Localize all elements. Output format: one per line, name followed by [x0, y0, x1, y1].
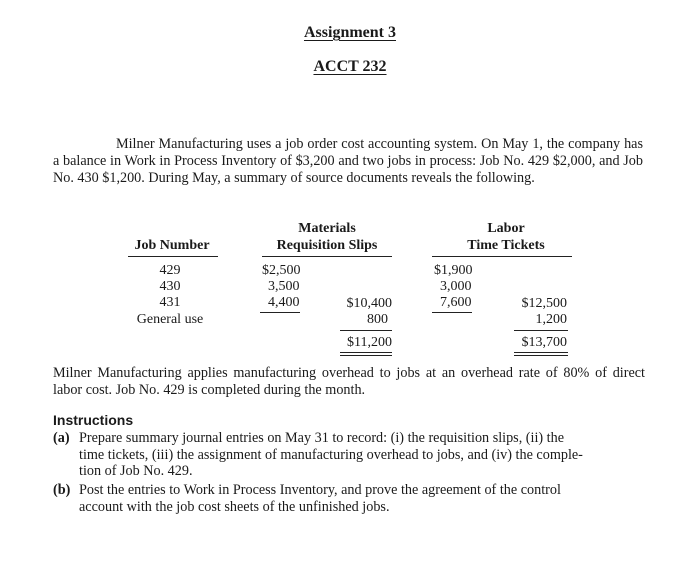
job-number-header: Job Number [134, 238, 210, 253]
materials-cell: $2,500 [262, 263, 301, 278]
requisition-slips-header: Requisition Slips [276, 238, 378, 253]
labor-cell: 7,600 [440, 295, 472, 310]
materials-header-rule [262, 256, 392, 257]
materials-total-cell: $10,400 [346, 296, 392, 311]
time-tickets-header: Time Tickets [467, 238, 545, 253]
course-code: ACCT 232 [313, 58, 387, 75]
job-header-rule [128, 256, 218, 257]
labor-cell: $1,900 [434, 263, 473, 278]
job-cell: General use [136, 312, 204, 327]
materials-subtotal-rule [260, 312, 300, 313]
job-cell: 430 [159, 279, 181, 294]
labor-total-cell: 1,200 [535, 312, 567, 327]
instruction-a [53, 430, 643, 480]
intro-paragraph: Milner Manufacturing uses a job order cost accounting system. On May 1, the company has a balance in Work in Process Inventory of $3,200 and two jobs in process: Job No. 429 $2,000, and Job No. 430 $1,200. During May, a summary of source documents reveals the following. [53, 136, 643, 187]
materials-cell: 3,500 [268, 279, 300, 294]
labor-total-rule [514, 330, 568, 331]
materials-total-rule [340, 330, 392, 331]
instruction-a-line: Prepare summary journal entries on May 31 to record: (i) the requisition slips, (ii) the [79, 430, 565, 446]
instructions-heading: Instructions [53, 412, 134, 428]
labor-header: Labor [487, 221, 525, 236]
materials-header: Materials [298, 221, 356, 236]
assignment-title: Assignment 3 [303, 24, 396, 41]
labor-subtotal-rule [432, 312, 472, 313]
labor-cell: 3,000 [440, 279, 472, 294]
instruction-a-line: time tickets, (iii) the assignment of manufacturing overhead to jobs, and (iv) the comple- [79, 446, 583, 463]
instruction-b-label: (b) [53, 482, 71, 498]
job-cell: 429 [159, 263, 181, 278]
materials-grand-total: $11,200 [347, 335, 392, 350]
labor-double-rule [514, 352, 568, 356]
materials-double-rule [340, 352, 392, 356]
instruction-a-label: (a) [53, 430, 70, 446]
labor-header-rule [432, 256, 572, 257]
job-cell: 431 [159, 295, 181, 310]
instruction-a-line: tion of Job No. 429. [79, 463, 193, 480]
labor-grand-total: $13,700 [521, 335, 567, 350]
overhead-paragraph: Milner Manufacturing applies manufacturing overhead to jobs at an overhead rate of 80% of direct labor cost. Job No. 429 is completed during the month. [53, 365, 645, 399]
materials-total-cell: 800 [367, 312, 388, 327]
instruction-b-line: account with the job cost sheets of the unfinished jobs. [79, 498, 390, 515]
instruction-b-line: Post the entries to Work in Process Inventory, and prove the agreement of the control [79, 482, 561, 498]
labor-total-cell: $12,500 [521, 296, 567, 311]
instruction-b [53, 482, 643, 515]
materials-cell: 4,400 [268, 295, 300, 310]
